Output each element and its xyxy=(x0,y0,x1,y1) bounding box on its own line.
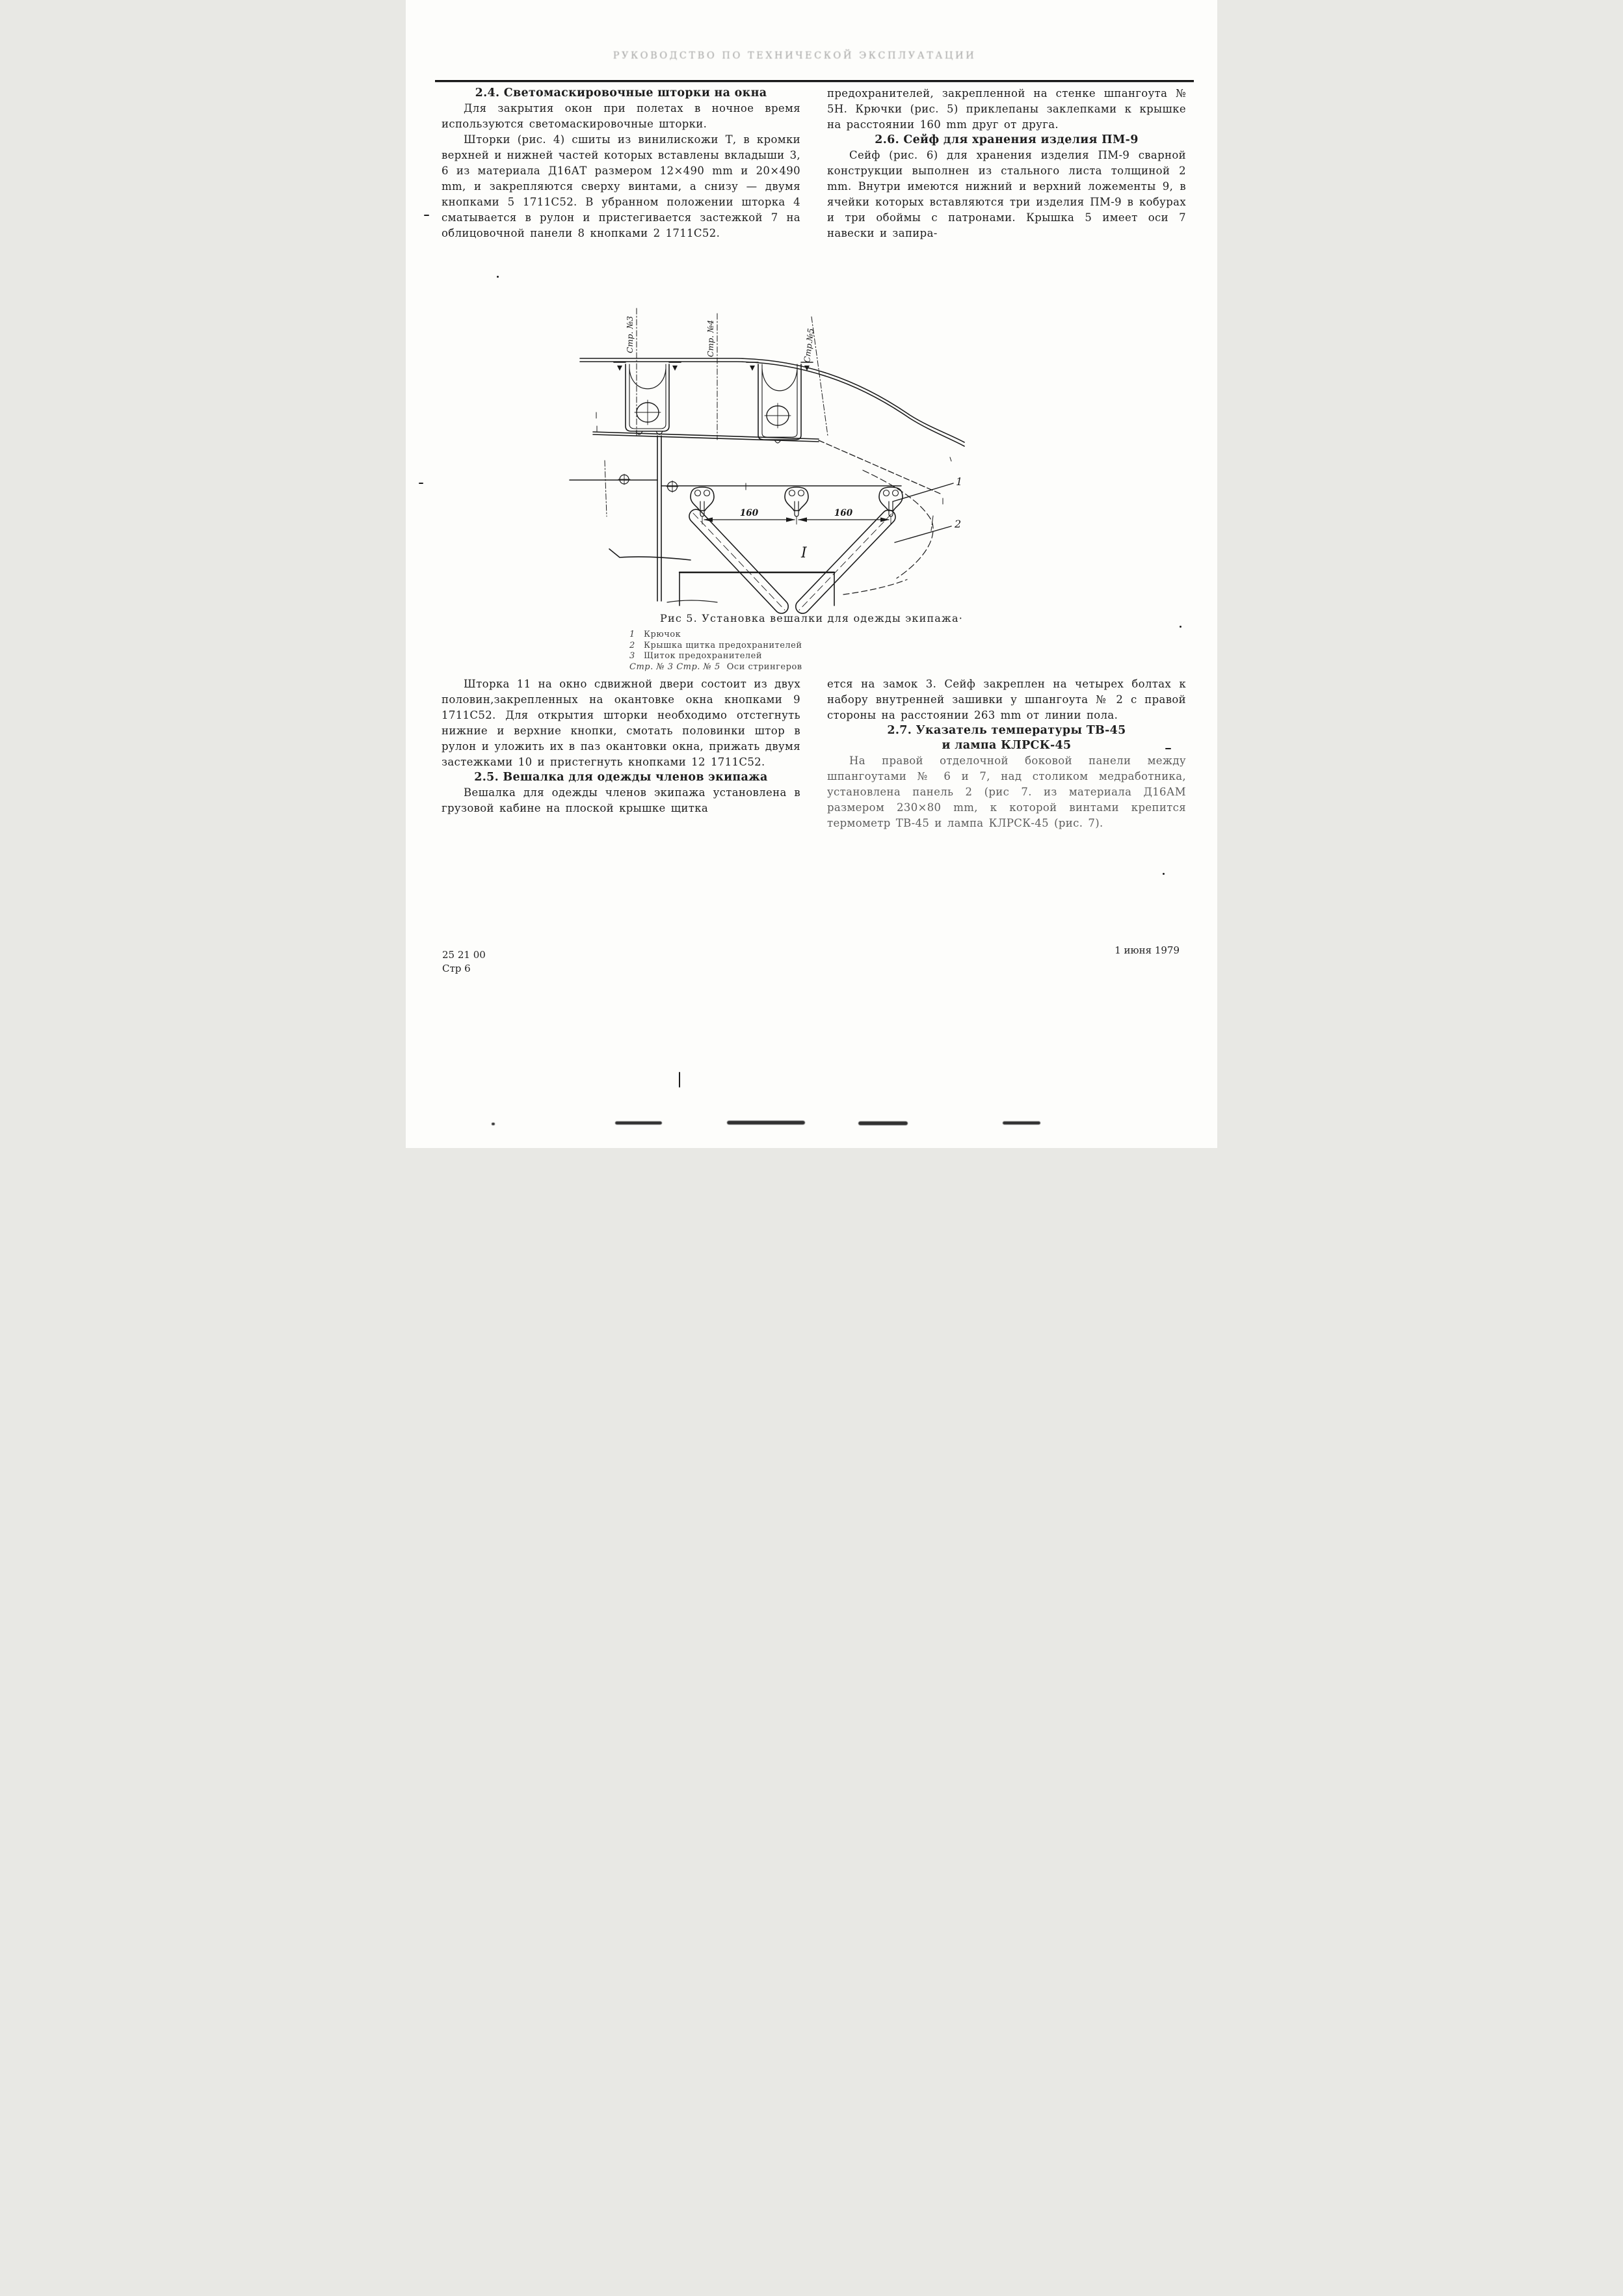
scan-artifact-dash xyxy=(424,215,429,216)
footer-page-number: Стр 6 xyxy=(442,963,471,974)
detail-mark-I: I xyxy=(801,545,807,561)
coat-hooks xyxy=(691,487,903,524)
bottom-columns xyxy=(442,676,1186,831)
footer-doc-number: 25 21 00 xyxy=(442,949,486,961)
scan-edge-smudge xyxy=(615,1121,662,1125)
scan-artifact-tick xyxy=(679,1072,680,1088)
section-heading-2-5: 2.5. Вешалка для одежды членов экипажа xyxy=(474,771,768,784)
scan-artifact-dot xyxy=(1180,626,1181,628)
scan-edge-smudge xyxy=(492,1123,495,1125)
figure-legend xyxy=(629,630,802,673)
section-heading-2-7-line1: 2.7. Указатель температуры ТВ-45 xyxy=(887,724,1126,737)
legend-item: 2 Крышка щитка предохранителей xyxy=(629,640,802,650)
scanned-manual-page xyxy=(406,0,1217,1148)
stringer-4-label: Стр. №4 xyxy=(706,319,715,357)
scan-artifact-dot xyxy=(1163,873,1165,875)
legend-item: 1 Крючок xyxy=(629,630,681,639)
scan-artifact-dot xyxy=(497,276,499,278)
callout-1: 1 xyxy=(956,475,963,488)
paragraph: Сейф (рис. 6) для хранения изделия ПМ-9 сварной конструкции выполнен из стального листа толщиной 2 mm. Внутри имеются нижний и верхний ложементы 9, в ячейки которых вставляются три изделия ПМ-9 в кобурах и три обоймы с патронами. Крышка 5 имеет оси 7 навески и запира- xyxy=(827,149,1186,239)
bottom-left-column xyxy=(442,676,800,831)
footer-date: 1 июня 1979 xyxy=(1115,944,1180,956)
bottom-right-column xyxy=(827,676,1186,831)
section-heading-2-6: 2.6. Сейф для хранения изделия ПМ-9 xyxy=(875,133,1139,146)
scan-artifact-dash xyxy=(1165,748,1171,749)
scan-edge-smudge xyxy=(858,1121,908,1125)
top-left-column xyxy=(442,86,800,241)
header-rule xyxy=(435,80,1194,82)
figure-caption: Рис 5. Установка вешалки для одежды экипажа· xyxy=(660,612,963,624)
paragraph: На правой отделочной боковой панели между шпангоутами № 6 и 7, над столиком медработника, установлена панель 2 (рис 7. из материала Д16АМ размером 230×80 mm, к которой винтами крепится термометр ТВ-45 и лампа КЛРСК-45 (рис. 7). xyxy=(827,754,1186,829)
top-columns xyxy=(442,86,1186,241)
stringer-5-label: Стр.№5 xyxy=(802,327,816,364)
section-heading-2-4: 2.4. Светомаскировочные шторки на окна xyxy=(475,87,767,100)
paragraph-continuation: ется на замок 3. Сейф закреплен на четырех болтах к набору внутренней зашивки у шпангоута № 2 с правой стороны на расстоянии 263 mm от линии пола. xyxy=(827,678,1186,721)
section-heading-2-7-line2: и лампа КЛРСК-45 xyxy=(942,739,1072,752)
scan-edge-smudge xyxy=(1003,1121,1040,1125)
paragraph: Шторки (рис. 4) сшиты из винилискожи Т, в кромки верхней и нижней частей которых вставлены вкладыши 3, 6 из материала Д16АТ размером 12×490 mm и 20×490 mm, и закрепляются сверху винтами, а снизу — двумя кнопками 5 1711С52. В убранном положении шторка 4 сматывается в рулон и пристегивается застежкой 7 на облицовочной панели 8 кнопками 2 1711С52. xyxy=(442,133,801,239)
scan-edge-smudge xyxy=(727,1121,805,1125)
hanger-installation-diagram xyxy=(552,301,966,618)
legend-item: Стр. № 3 Стр. № 5 Оси стрингеров xyxy=(629,661,802,672)
legend-item: 3 Щиток предохранителей xyxy=(629,651,763,661)
running-header: РУКОВОДСТВО ПО ТЕХНИЧЕСКОЙ ЭКСПЛУАТАЦИИ xyxy=(613,51,977,61)
paragraph: Вешалка для одежды членов экипажа установлена в грузовой кабине на плоской крышке щитка xyxy=(442,786,800,814)
top-right-column xyxy=(827,86,1186,241)
paragraph-continuation: предохранителей, закрепленной на стенке шпангоута № 5Н. Крючки (рис. 5) приклепаны заклепками к крышке на расстоянии 160 mm друг от друга. xyxy=(827,87,1186,131)
stringer-3-label: Стр. №3 xyxy=(625,315,635,353)
footer-doc-block xyxy=(442,948,486,976)
callout-2: 2 xyxy=(955,518,962,530)
paragraph: Для закрытия окон при полетах в ночное время используются светомаскировочные шторки. xyxy=(442,102,800,130)
dimension-160-right: 160 xyxy=(834,508,853,518)
paragraph: Шторка 11 на окно сдвижной двери состоит из двух половин,закрепленных на окантовке окна кнопками 9 1711С52. Для открытия шторки необходимо отстегнуть нижние и верхние кнопки, смотать половинки штор в рулон и уложить их в паз окантовки окна, прижать двумя застежками 10 и пристегнуть кнопками 12 1711С52. xyxy=(442,678,800,768)
dimension-160-left: 160 xyxy=(739,508,759,518)
figure-5-drawing xyxy=(552,301,966,618)
scan-artifact-dash xyxy=(419,483,423,484)
